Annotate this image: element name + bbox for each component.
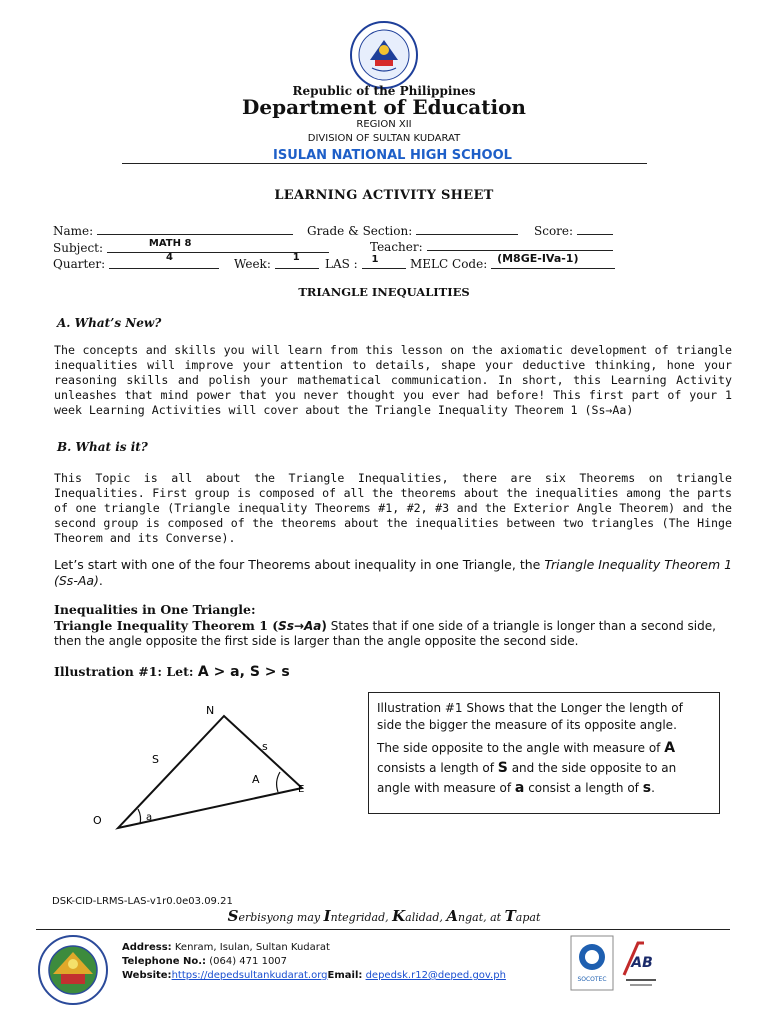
theorem-heading: Inequalities in One Triangle: [54,602,256,617]
division-seal-logo [37,934,109,1006]
week-value: 1 [292,252,300,263]
ab-label: AB [631,955,653,971]
angle-A-label: A [252,773,260,786]
motto [0,907,768,925]
footer-divider [36,929,730,930]
score-label: Score: [534,224,574,238]
las-field[interactable] [362,256,406,269]
grade-row [307,224,518,238]
topic-title: TRIANGLE INEQUALITIES [298,285,470,299]
document-code: DSK-CID-LRMS-LAS-v1r0.0e03.09.21 [52,896,233,907]
vertex-n-label: N [206,704,215,717]
section-a-heading: A. What’s New? [57,316,162,330]
explanation-text-c: and the side opposite to an angle with measure of [377,761,677,795]
section-b-paragraph: This Topic is all about the Triangle Inequalities, there are six Theorems on triangle Inequalities. First group is composed of all the theorems about the inequalities among the parts of one triangle (Triangle inequality Theorems #1, #2, #3 and the Exterior Angle Theorem) and the second group is composed of the theorems about the inequalities between two triangles (The Hinge Theorem and its Converse). [54,471,732,545]
side-S-label: S [152,753,159,766]
lets-start-theorem: Triangle Inequality Theorem 1 (Ss-Aa) [54,557,733,588]
name-row [53,224,293,238]
footer-phone [122,956,287,967]
theorem-name: Triangle Inequality Theorem 1 ( [54,618,279,633]
theorem-name-italic: Ss→Aa [278,619,322,633]
name-blank[interactable] [97,224,293,235]
week-label: Week: [234,257,271,271]
quarter-value: 4 [166,252,173,263]
teacher-label: Teacher: [370,240,423,254]
explanation-line-1: Illustration #1 Shows that the Longer the length of side the bigger the measure of its opposite angle. [377,701,683,732]
las-value: 1 [371,254,379,265]
week-row [234,252,319,271]
motto-a: A [446,907,459,925]
socotec-label: SOCOTEC [577,976,607,983]
motto-part-4: ngat, at [458,911,505,924]
melc-field[interactable] [491,252,615,269]
quarter-label: Quarter: [53,257,106,271]
illustration-let: Illustration #1: Let: [54,664,198,679]
subject-label: Subject: [53,241,104,255]
phone-label: Telephone No.: [122,956,207,967]
side-s-label: s [262,740,268,753]
explanation-line-2 [377,738,711,798]
motto-s: S [227,907,239,925]
address-value: Kenram, Isulan, Sultan Kudarat [171,942,330,953]
angle-A-arc [277,772,280,792]
teacher-blank[interactable] [427,240,613,251]
explanation-small-s: s [642,780,652,796]
deped-seal-logo [343,20,425,90]
explanation-big-A: A [664,740,676,756]
header-divider [122,163,647,164]
section-b-heading: B. What is it? [57,440,148,454]
melc-row [410,252,615,271]
lets-start-paragraph [54,557,734,589]
illustration-explanation-box [368,692,720,814]
subject-value: MATH 8 [148,238,192,249]
explanation-small-a: a [514,780,525,796]
las-label: LAS : [325,257,358,271]
explanation-text-b: consists a length of [377,761,498,775]
motto-t: T [504,907,516,925]
department-title: Department of Education [242,95,526,119]
ab-certification-logo [618,935,662,991]
illustration-label [54,661,290,680]
motto-part-1: erbisyong may [238,911,324,924]
motto-part-3: alidad, [405,911,447,924]
address-label: Address: [122,942,172,953]
las-row [325,256,406,271]
explanation-big-S: S [497,760,508,776]
theorem-name-close: ) [321,619,327,633]
score-row [534,224,613,238]
website-label: Website: [122,970,172,981]
quarter-row [53,252,219,271]
lets-start-end: . [98,573,103,588]
division-label: DIVISION OF SULTAN KUDARAT [307,133,461,144]
week-field[interactable] [275,252,319,269]
socotec-certification-logo [570,935,614,991]
motto-part-2: ntegridad, [330,911,393,924]
motto-i: I [323,907,331,925]
email-link[interactable]: depedsk.r12@deped.gov.ph [365,970,506,981]
grade-blank[interactable] [416,224,518,235]
score-blank[interactable] [577,224,613,235]
lets-start-text: Let’s start with one of the four Theorems about inequality in one Triangle, the [54,557,545,572]
melc-label: MELC Code: [410,257,488,271]
quarter-field[interactable] [109,252,219,269]
theorem-statement [54,618,734,649]
motto-part-5: apat [515,911,541,924]
explanation-end: . [651,781,655,795]
name-label: Name: [53,224,94,238]
phone-value: (064) 471 1007 [206,956,288,967]
region-label: REGION XII [356,119,412,130]
theorem-text: States that if one side of a triangle is longer than a second side, then the angle opposite the first side is larger than the angle opposite the second side. [54,619,716,648]
website-link[interactable]: https://depedsultankudarat.org [171,970,328,981]
melc-value: (M8GE-IVa-1) [497,252,579,265]
grade-label: Grade & Section: [307,224,413,238]
explanation-text-d: consist a length of [524,781,643,795]
illustration-condition: A > a, S > s [197,664,290,680]
angle-a-arc [138,809,141,824]
motto-k: K [392,907,406,925]
footer-address [122,942,330,953]
email-label: Email: [327,970,363,981]
footer-web [122,970,506,981]
school-name: ISULAN NATIONAL HIGH SCHOOL [273,148,512,163]
angle-a-label: a [146,812,153,823]
republic-label: Republic of the Philippines [292,84,476,98]
explanation-text-a: The side opposite to the angle with measure of [377,741,665,755]
sheet-title: LEARNING ACTIVITY SHEET [274,188,494,203]
subject-row [53,240,329,255]
section-a-paragraph: The concepts and skills you will learn from this lesson on the axiomatic development of triangle inequalities will improve your attention to details, shape your deductive thinking, hone your reasoning skills and polish your mathematical communication. In short, this Learning Activity unleashes that mind power that you never thought you ever had before! This first part of your 1 week Learning Activities will cover about the Triangle Inequality Theorem 1 (Ss→Aa) [54,343,732,417]
vertex-e-label: E [298,784,305,795]
triangle-diagram [80,696,340,846]
vertex-o-label: O [93,814,102,827]
